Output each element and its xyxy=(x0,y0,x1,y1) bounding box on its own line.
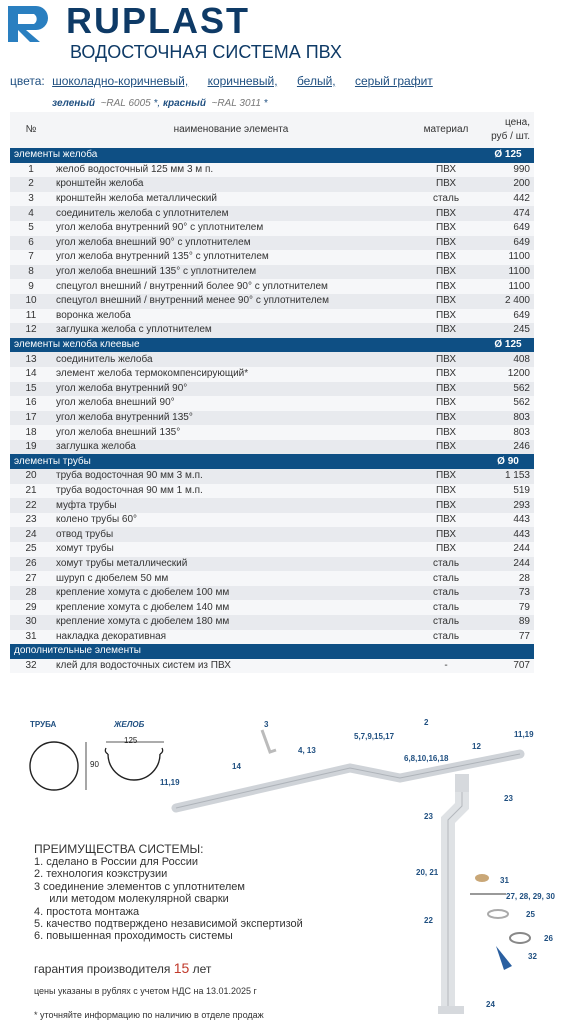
item-price: 474 xyxy=(482,206,534,221)
table-row xyxy=(10,250,534,265)
page-subtitle: ВОДОСТОЧНАЯ СИСТЕМА ПВХ xyxy=(70,42,342,62)
advantage-item: 5. качество подтверждено независимой экспертизой xyxy=(34,918,303,931)
table-row xyxy=(10,192,534,207)
item-number: 32 xyxy=(10,659,52,674)
item-price: 519 xyxy=(482,484,534,499)
item-price: 1100 xyxy=(482,265,534,280)
item-price: 293 xyxy=(482,498,534,513)
ral-green: ~RAL 6005 xyxy=(100,98,151,109)
item-number: 25 xyxy=(10,542,52,557)
price-table xyxy=(10,112,534,673)
item-material: ПВХ xyxy=(410,425,482,440)
callout: 20, 21 xyxy=(416,868,439,877)
table-row xyxy=(10,279,534,294)
section-title: элементы желоба клеевые xyxy=(10,338,482,353)
table-row xyxy=(10,513,534,528)
table-row xyxy=(10,542,534,557)
item-material: ПВХ xyxy=(410,513,482,528)
item-material: ПВХ xyxy=(410,411,482,426)
table-row xyxy=(10,527,534,542)
item-number: 14 xyxy=(10,367,52,382)
item-name: хомут трубы xyxy=(52,542,410,557)
item-name: отвод трубы xyxy=(52,527,410,542)
table-row xyxy=(10,484,534,499)
item-material: ПВХ xyxy=(410,250,482,265)
item-material: сталь xyxy=(410,192,482,207)
callout: 14 xyxy=(232,762,241,771)
item-number: 22 xyxy=(10,498,52,513)
item-material: сталь xyxy=(410,586,482,601)
table-row xyxy=(10,177,534,192)
col-material: материал xyxy=(410,112,482,148)
color-item: шоколадно-коричневый, xyxy=(52,74,189,88)
col-price: цена, руб / шт. xyxy=(482,112,534,148)
table-row xyxy=(10,382,534,397)
item-number: 2 xyxy=(10,177,52,192)
item-number: 28 xyxy=(10,586,52,601)
item-name: труба водосточная 90 мм 3 м.п. xyxy=(52,469,410,484)
advantage-item: или методом молекулярной сварки xyxy=(34,893,229,906)
item-price: 89 xyxy=(482,615,534,630)
callout: 26 xyxy=(544,934,553,943)
section-header xyxy=(10,644,534,659)
item-number: 4 xyxy=(10,206,52,221)
item-material: ПВХ xyxy=(410,323,482,338)
col-num: № xyxy=(10,112,52,148)
item-name: хомут трубы металлический xyxy=(52,557,410,572)
item-name: угол желоба внешний 90° xyxy=(52,396,410,411)
item-price: 1200 xyxy=(482,367,534,382)
callout: 12 xyxy=(472,742,481,751)
item-name: кронштейн желоба xyxy=(52,177,410,192)
guarantee-years: 15 xyxy=(173,960,190,976)
item-material: сталь xyxy=(410,557,482,572)
table-row xyxy=(10,630,534,645)
gutter-dimension: 125 xyxy=(124,736,138,745)
item-number: 30 xyxy=(10,615,52,630)
callout: 6,8,10,16,18 xyxy=(404,754,449,763)
item-number: 12 xyxy=(10,323,52,338)
advantage-item: 6. повышенная проходимость системы xyxy=(34,930,233,943)
item-material: ПВХ xyxy=(410,498,482,513)
item-number: 19 xyxy=(10,440,52,455)
brand-name: RUPLAST xyxy=(66,0,250,41)
item-name: элемент желоба термокомпенсирующий* xyxy=(52,367,410,382)
item-material: ПВХ xyxy=(410,469,482,484)
item-name: спецугол внешний / внутренний более 90° с уплотнителем xyxy=(52,279,410,294)
item-number: 29 xyxy=(10,600,52,615)
item-material: ПВХ xyxy=(410,309,482,324)
ral-red: ~RAL 3011 xyxy=(211,98,261,109)
item-price: 649 xyxy=(482,221,534,236)
item-name: накладка декоративная xyxy=(52,630,410,645)
item-material: ПВХ xyxy=(410,440,482,455)
item-number: 6 xyxy=(10,236,52,251)
advantage-item: 2. технология коэкструзии xyxy=(34,868,168,881)
item-price: 28 xyxy=(482,571,534,586)
callout: 24 xyxy=(486,1000,495,1009)
item-number: 1 xyxy=(10,163,52,178)
table-row xyxy=(10,265,534,280)
table-row xyxy=(10,367,534,382)
pipe-dimension: 90 xyxy=(90,760,99,769)
item-price: 803 xyxy=(482,411,534,426)
colors-label: цвета: xyxy=(10,74,45,88)
item-price: 1 153 xyxy=(482,469,534,484)
item-material: ПВХ xyxy=(410,163,482,178)
callout: 25 xyxy=(526,910,535,919)
advantages-title: ПРЕИМУЩЕСТВА СИСТЕМЫ: xyxy=(34,842,204,856)
item-number: 18 xyxy=(10,425,52,440)
item-price: 73 xyxy=(482,586,534,601)
item-number: 31 xyxy=(10,630,52,645)
item-number: 3 xyxy=(10,192,52,207)
item-name: угол желоба внешний 135° с уплотнителем xyxy=(52,265,410,280)
item-material: сталь xyxy=(410,630,482,645)
item-material: ПВХ xyxy=(410,279,482,294)
section-header xyxy=(10,148,534,163)
callout: 4, 13 xyxy=(298,746,316,755)
gutter-profile-icon xyxy=(108,754,160,780)
item-price: 707 xyxy=(482,659,534,674)
section-diameter xyxy=(482,644,534,659)
item-number: 11 xyxy=(10,309,52,324)
item-name: угол желоба внутренний 90° с уплотнителем xyxy=(52,221,410,236)
table-row xyxy=(10,600,534,615)
item-material: ПВХ xyxy=(410,484,482,499)
item-number: 16 xyxy=(10,396,52,411)
callout: 2 xyxy=(424,718,429,727)
item-name: воронка желоба xyxy=(52,309,410,324)
item-material: сталь xyxy=(410,600,482,615)
item-name: заглушка желоба xyxy=(52,440,410,455)
callout: 11,19 xyxy=(160,778,180,787)
item-number: 8 xyxy=(10,265,52,280)
item-price: 443 xyxy=(482,513,534,528)
item-price: 246 xyxy=(482,440,534,455)
item-name: крепление хомута с дюбелем 100 мм xyxy=(52,586,410,601)
item-price: 1100 xyxy=(482,279,534,294)
table-row xyxy=(10,206,534,221)
item-number: 27 xyxy=(10,571,52,586)
color-red: красный xyxy=(162,98,206,109)
table-row xyxy=(10,236,534,251)
table-row xyxy=(10,615,534,630)
callout: 3 xyxy=(264,720,269,729)
item-name: заглушка желоба с уплотнителем xyxy=(52,323,410,338)
item-name: клей для водосточных систем из ПВХ xyxy=(52,659,410,674)
advantage-item: 1. сделано в России для России xyxy=(34,856,199,868)
callout: 31 xyxy=(500,876,509,885)
section-diameter: Ø 125 xyxy=(482,338,534,353)
item-price: 245 xyxy=(482,323,534,338)
item-name: угол желоба внутренний 135° с уплотнителем xyxy=(52,250,410,265)
item-number: 5 xyxy=(10,221,52,236)
section-header xyxy=(10,338,534,353)
item-number: 10 xyxy=(10,294,52,309)
item-name: колено трубы 60° xyxy=(52,513,410,528)
item-number: 9 xyxy=(10,279,52,294)
table-row xyxy=(10,294,534,309)
item-number: 15 xyxy=(10,382,52,397)
guarantee-suffix: лет xyxy=(192,962,212,976)
gutter-label: ЖЕЛОБ xyxy=(114,720,145,729)
item-price: 79 xyxy=(482,600,534,615)
callout: 5,7,9,15,17 xyxy=(354,732,395,741)
item-price: 408 xyxy=(482,352,534,367)
table-row xyxy=(10,659,534,674)
table-row xyxy=(10,469,534,484)
item-name: угол желоба внешний 135° xyxy=(52,425,410,440)
item-name: шуруп с дюбелем 50 мм xyxy=(52,571,410,586)
extra-colors: зеленый ~RAL 6005 *, красный ~RAL 3011 * xyxy=(52,98,268,109)
item-number: 21 xyxy=(10,484,52,499)
item-name: крепление хомута с дюбелем 180 мм xyxy=(52,615,410,630)
item-number: 17 xyxy=(10,411,52,426)
item-material: ПВХ xyxy=(410,396,482,411)
item-price: 244 xyxy=(482,542,534,557)
item-price: 244 xyxy=(482,557,534,572)
guarantee-text: гарантия производителя xyxy=(34,962,171,976)
color-item: белый, xyxy=(296,74,336,88)
item-material: ПВХ xyxy=(410,382,482,397)
item-name: угол желоба внутренний 90° xyxy=(52,382,410,397)
color-item: серый графит xyxy=(354,74,433,88)
item-number: 7 xyxy=(10,250,52,265)
section-diameter: Ø 125 xyxy=(482,148,534,163)
callout: 27, 28, 29, 30 xyxy=(506,892,555,901)
color-green: зеленый xyxy=(52,98,95,109)
item-number: 26 xyxy=(10,557,52,572)
color-item: коричневый, xyxy=(207,74,278,88)
item-name: угол желоба внешний 90° с уплотнителем xyxy=(52,236,410,251)
section-title: элементы трубы xyxy=(10,454,482,469)
table-row xyxy=(10,163,534,178)
item-material: ПВХ xyxy=(410,265,482,280)
table-row xyxy=(10,323,534,338)
table-row xyxy=(10,571,534,586)
item-name: крепление хомута с дюбелем 140 мм xyxy=(52,600,410,615)
callout: 23 xyxy=(504,794,513,803)
table-row xyxy=(10,586,534,601)
table-row xyxy=(10,221,534,236)
section-title: элементы желоба xyxy=(10,148,482,163)
item-material: - xyxy=(410,659,482,674)
table-row xyxy=(10,425,534,440)
callout: 11,19 xyxy=(514,730,534,739)
item-name: соединитель желоба с уплотнителем xyxy=(52,206,410,221)
item-price: 443 xyxy=(482,527,534,542)
table-row xyxy=(10,396,534,411)
table-row xyxy=(10,498,534,513)
item-material: ПВХ xyxy=(410,294,482,309)
table-row xyxy=(10,352,534,367)
item-material: ПВХ xyxy=(410,352,482,367)
callout: 32 xyxy=(528,952,537,961)
table-row xyxy=(10,557,534,572)
pipe-section-icon xyxy=(30,742,78,790)
callout: 22 xyxy=(424,916,433,925)
item-name: труба водосточная 90 мм 1 м.п. xyxy=(52,484,410,499)
item-price: 2 400 xyxy=(482,294,534,309)
item-price: 562 xyxy=(482,396,534,411)
item-price: 562 xyxy=(482,382,534,397)
advantage-item: 4. простота монтажа xyxy=(34,905,140,918)
table-row xyxy=(10,440,534,455)
ruplast-logo-icon xyxy=(6,4,52,44)
item-price: 1100 xyxy=(482,250,534,265)
item-material: ПВХ xyxy=(410,527,482,542)
item-material: сталь xyxy=(410,571,482,586)
item-name: муфта трубы xyxy=(52,498,410,513)
item-name: соединитель желоба xyxy=(52,352,410,367)
item-price: 803 xyxy=(482,425,534,440)
item-price: 442 xyxy=(482,192,534,207)
item-price: 649 xyxy=(482,236,534,251)
item-material: ПВХ xyxy=(410,206,482,221)
color-list xyxy=(10,74,445,88)
item-price: 200 xyxy=(482,177,534,192)
section-diameter: Ø 90 xyxy=(482,454,534,469)
guarantee xyxy=(34,960,211,976)
table-row xyxy=(10,411,534,426)
price-note: цены указаны в рублях с учетом НДС на 13.01.2025 г xyxy=(34,986,257,996)
item-number: 23 xyxy=(10,513,52,528)
item-price: 990 xyxy=(482,163,534,178)
advantage-item: 3 соединение элементов с уплотнителем xyxy=(34,880,245,893)
col-name: наименование элемента xyxy=(52,112,410,148)
item-material: сталь xyxy=(410,615,482,630)
item-material: ПВХ xyxy=(410,177,482,192)
item-number: 20 xyxy=(10,469,52,484)
item-material: ПВХ xyxy=(410,221,482,236)
item-material: ПВХ xyxy=(410,542,482,557)
section-header xyxy=(10,454,534,469)
item-number: 13 xyxy=(10,352,52,367)
item-name: кронштейн желоба металлический xyxy=(52,192,410,207)
pipe-label: ТРУБА xyxy=(30,720,57,729)
section-title: дополнительные элементы xyxy=(10,644,482,659)
item-name: спецугол внешний / внутренний менее 90° с уплотнителем xyxy=(52,294,410,309)
table-row xyxy=(10,309,534,324)
item-name: желоб водосточный 125 мм 3 м п. xyxy=(52,163,410,178)
item-price: 649 xyxy=(482,309,534,324)
availability-note: * уточняйте информацию по наличию в отделе продаж xyxy=(34,1010,264,1020)
item-material: ПВХ xyxy=(410,236,482,251)
item-price: 77 xyxy=(482,630,534,645)
item-name: угол желоба внутренний 135° xyxy=(52,411,410,426)
advantages-list xyxy=(34,856,303,943)
item-number: 24 xyxy=(10,527,52,542)
item-material: ПВХ xyxy=(410,367,482,382)
callout: 23 xyxy=(424,812,433,821)
